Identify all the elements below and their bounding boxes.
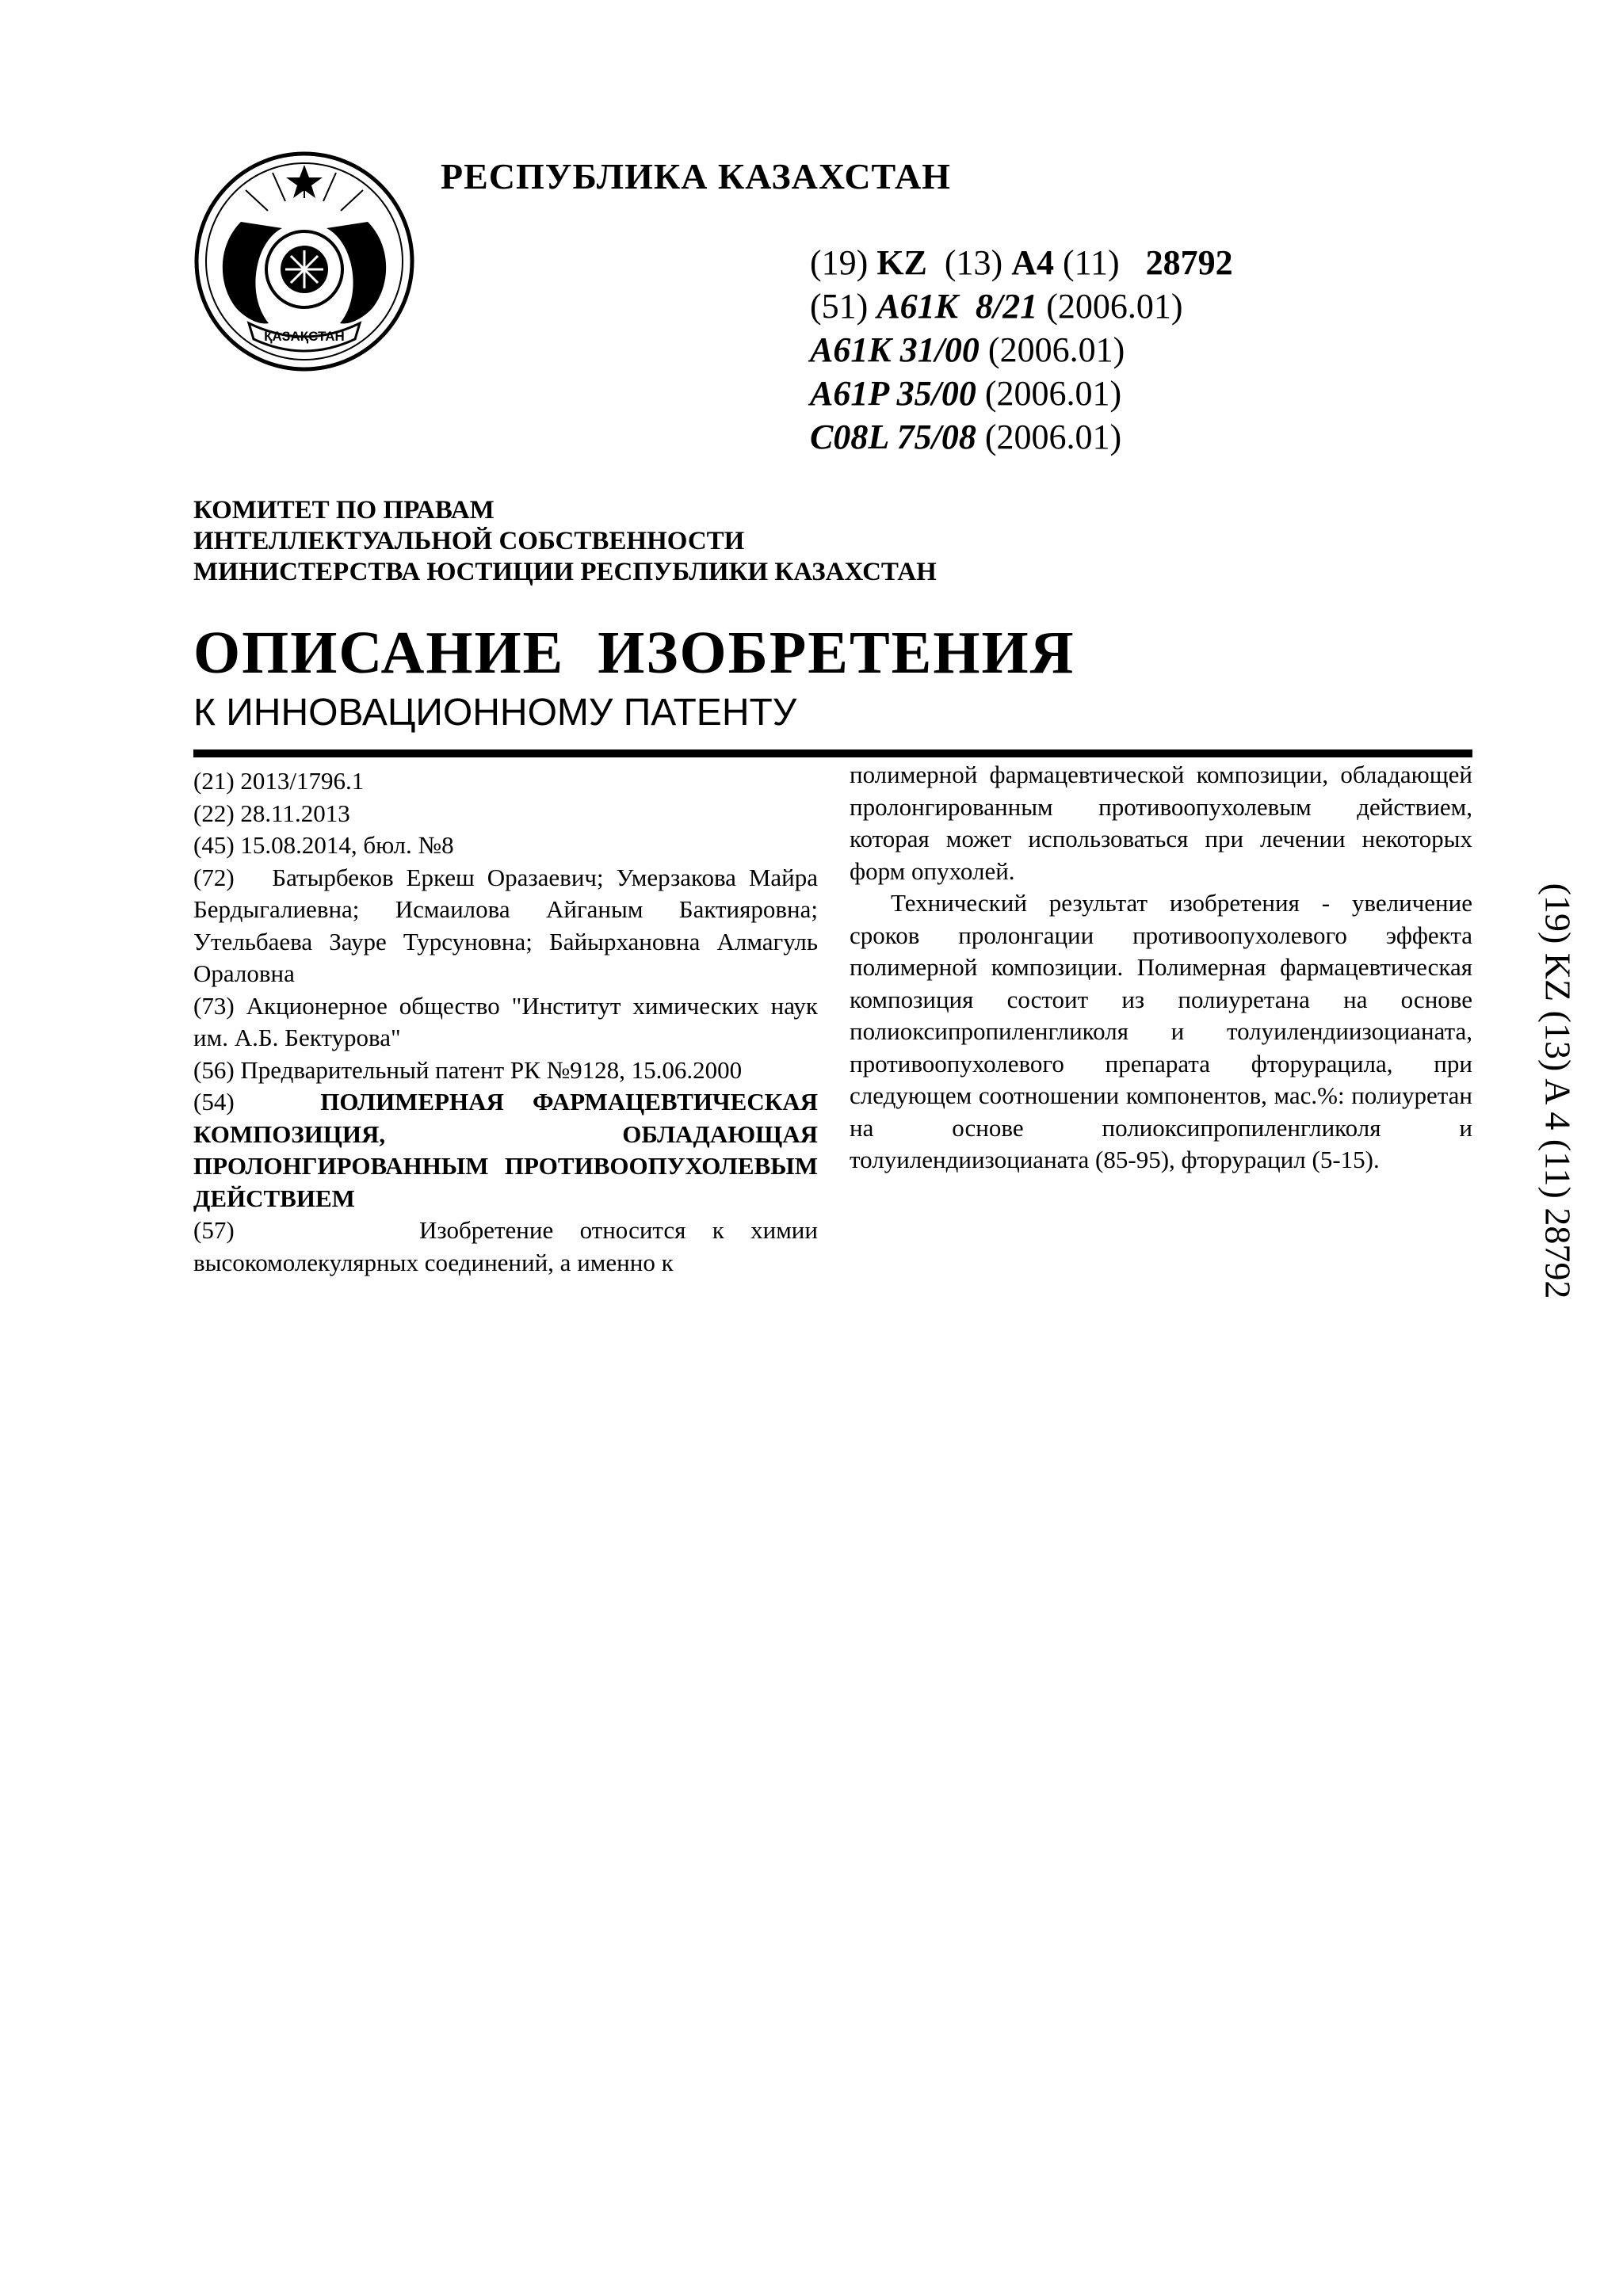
field-22: (22) 28.11.2013: [193, 799, 350, 827]
abstract-continued: [850, 759, 1472, 1177]
abstract-paragraph: Технический результат изобретения - увеличение сроков пролонгации противоопухолевого эффекта полимерной композиции. Полимерная фармацевтическая композиция состоит из полиуретана на основе полиоксипропиленгликоля и толуилендиизоцианата, противоопухолевого препарата фторурацила, при следующем соотношении компонентов, мас.%: полиуретан на основе полиоксипропиленгликоля и толуилендиизоцианата (85-95), фторурацил (5-15).: [850, 889, 1472, 1173]
field-45: (45) 15.08.2014, бюл. №8: [193, 831, 454, 859]
document-subtitle: К ИННОВАЦИОННОМУ ПАТЕНТУ: [193, 692, 797, 734]
country-heading: РЕСПУБЛИКА КАЗАХСТАН: [441, 156, 951, 196]
committee-line: КОМИТЕТ ПО ПРАВАМ: [193, 496, 495, 524]
committee-line: ИНТЕЛЛЕКТУАЛЬНОЙ СОБСТВЕННОСТИ: [193, 527, 745, 555]
committee-heading: [193, 495, 937, 588]
field-73-owner: (73) Акционерное общество "Институт химических наук им. А.Б. Бектурова": [193, 991, 818, 1051]
emblem-ribbon-text: ҚАЗАҚСТАН: [264, 329, 345, 344]
field-21: (21) 2013/1796.1: [193, 767, 365, 795]
state-emblem: [193, 151, 415, 372]
committee-line: МИНИСТЕРСТВА ЮСТИЦИИ РЕСПУБЛИКИ КАЗАХСТАН: [193, 558, 937, 586]
field-54-title: (54) ПОЛИМЕРНАЯ ФАРМАЦЕВТИЧЕСКАЯ КОМПОЗИЦИЯ, ОБЛАДАЮЩАЯ ПРОЛОНГИРОВАННЫМ ПРОТИВООПУХОЛЕВЫМ ДЕЙСТВИЕМ: [193, 1088, 819, 1212]
field-72-inventors: (72) Батырбеков Еркеш Оразаевич; Умерзакова Майра Бердыгалиевна; Исмаилова Айганым Бактияровна; Утельбаева Зауре Турсуновна; Байырхановна Алмагуль Ораловна: [193, 863, 824, 987]
ipc-line-1: (51) A61K 8/21 (2006.01): [810, 287, 1183, 326]
side-patent-label: (19) KZ (13) A 4 (11) 28792: [1537, 883, 1579, 1299]
ipc-line-4: C08L 75/08 (2006.01): [810, 418, 1122, 456]
document-title: ОПИСАНИЕ ИЗОБРЕТЕНИЯ: [193, 620, 1075, 686]
patent-codes: [810, 241, 1233, 459]
ipc-line-2: A61K 31/00 (2006.01): [810, 330, 1125, 369]
abstract-paragraph: полимерной фармацевтической композиции, обладающей пролонгированным противоопухолевым действием, которая может использоваться при лечении некоторых форм опухолей.: [850, 761, 1472, 885]
ipc-line-3: A61P 35/00 (2006.01): [810, 374, 1122, 413]
bibliographic-data: [193, 765, 824, 1279]
field-57-abstract-start: (57) Изобретение относится к химии высокомолекулярных соединений, а именно к: [193, 1216, 824, 1276]
patent-id-line: (19) KZ (13) A4 (11) 28792: [810, 243, 1233, 282]
title-divider: [193, 749, 1472, 757]
field-56-prior-art: (56) Предварительный патент РК №9128, 15.06.2000: [193, 1055, 743, 1084]
